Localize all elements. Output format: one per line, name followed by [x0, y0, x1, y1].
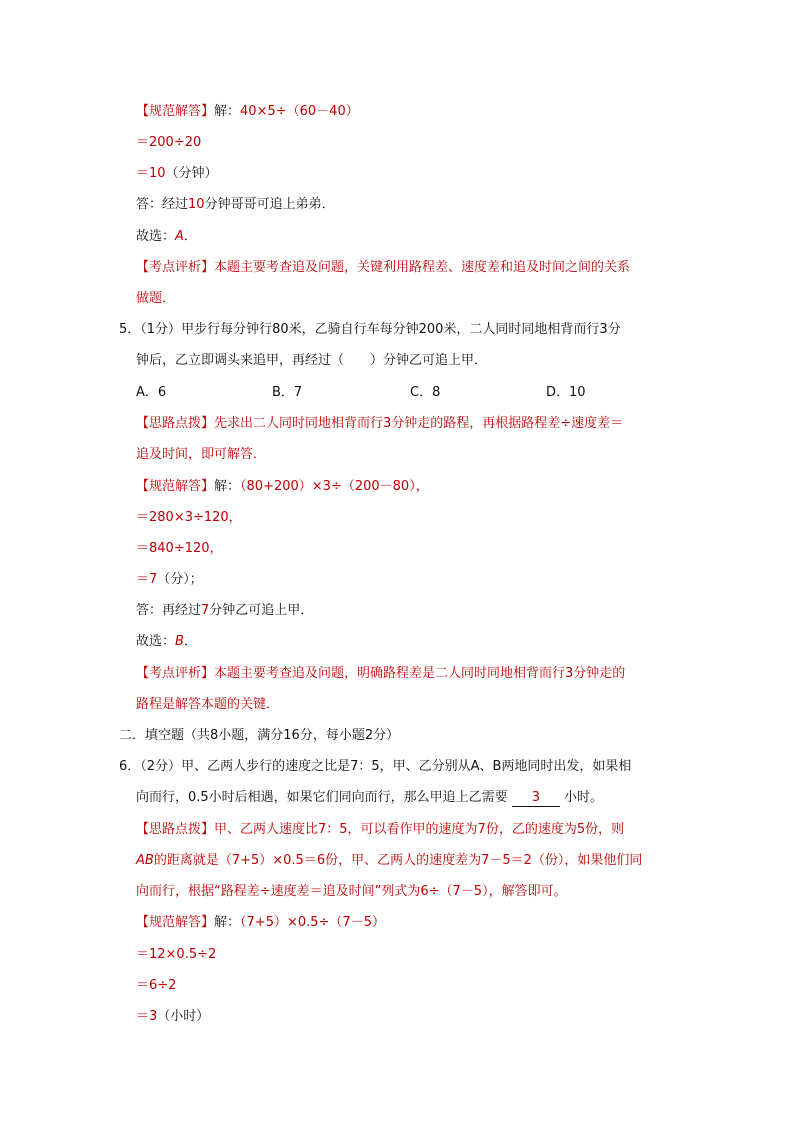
q4-analysis — [136, 259, 630, 277]
solution-step: （7+5）×0.5÷（7－5） — [240, 915, 385, 930]
q5-hint — [136, 415, 623, 433]
analysis-tag: 【考点评析】 — [136, 260, 215, 275]
analysis-text: 本题主要考查追及问题，明确路程差是二人同时同地相背而行3分钟走的 — [214, 666, 626, 681]
question-text-end: 小时。 — [563, 790, 603, 805]
question-text: 向而行，0.5小时后相遇，如果它们同向而行，那么甲追上乙需要 — [136, 790, 508, 805]
segment-label: AB — [136, 853, 154, 868]
choice-lead: 故选： — [136, 229, 176, 244]
q5-options — [0, 384, 794, 402]
answer-number: 10 — [188, 197, 205, 212]
q5-step4 — [136, 571, 203, 589]
answer-blank — [512, 790, 560, 807]
solution-tag: 【规范解答】 — [136, 104, 215, 119]
solution-lead: 解： — [214, 104, 241, 119]
answer-text: 答：经过 — [136, 197, 189, 212]
q6-step4 — [136, 1008, 209, 1026]
question-score: （2分） — [140, 759, 182, 774]
question-score: （1分） — [140, 322, 182, 337]
step-unit: （分钟） — [165, 166, 218, 181]
q4-choice — [136, 228, 197, 246]
q5-stem-cont: 钟后，乙立即调头来追甲，再经过（ ）分钟乙可追上甲． — [136, 353, 488, 368]
q6-stem — [119, 758, 631, 776]
answer-text-end: 分钟哥哥可追上弟弟． — [204, 197, 335, 212]
choice-value: A — [175, 229, 184, 244]
q6-hint — [136, 821, 624, 839]
q5-stem — [119, 321, 621, 339]
q4-answer — [136, 196, 335, 214]
q5-analysis-cont: 路程是解答本题的关键． — [136, 697, 280, 712]
solution-step: （80+200）×3÷（200－80）， — [240, 479, 429, 494]
step-unit: （小时） — [157, 1009, 210, 1024]
q5-step3: ＝840÷120， — [136, 541, 223, 556]
question-number: 6． — [119, 759, 141, 774]
question-text: 甲、乙两人步行的速度之比是7：5，甲、乙分别从A、B两地同时出发，如果相 — [181, 759, 632, 774]
step-value: ＝7 — [136, 572, 158, 587]
q6-step2: ＝12×0.5÷2 — [136, 947, 217, 962]
choice-value: B — [175, 634, 184, 649]
q4-step3 — [136, 165, 218, 183]
analysis-text: 本题主要考查追及问题，关键利用路程差、速度差和追及时间之间的关系 — [214, 260, 631, 275]
answer-text-end: 分钟乙可追上甲． — [209, 603, 314, 618]
q6-stem-cont — [136, 789, 603, 807]
blank-answer: 3 — [531, 790, 540, 805]
q5-analysis — [136, 665, 625, 683]
solution-lead: 解： — [214, 915, 241, 930]
answer-number: 7 — [201, 603, 210, 618]
q5-step2: ＝280×3÷120， — [136, 510, 242, 525]
analysis-tag: 【考点评析】 — [136, 666, 215, 681]
solution-tag: 【规范解答】 — [136, 915, 215, 930]
question-number: 5． — [119, 322, 141, 337]
option-a: A．6 — [136, 385, 167, 400]
solution-tag: 【规范解答】 — [136, 479, 215, 494]
choice-end: ． — [183, 634, 197, 649]
q5-hint-cont: 追及时间，即可解答． — [136, 447, 267, 462]
option-b: B．7 — [272, 385, 303, 400]
q6-solution-line — [136, 914, 385, 932]
hint-text: 的距离就是（7+5）×0.5＝6份，甲、乙两人的速度差为7－5＝2（份），如果他们同 — [153, 853, 643, 868]
option-d: D．10 — [546, 385, 586, 400]
q4-step2: ＝200÷20 — [136, 135, 202, 150]
solution-lead: 解： — [214, 479, 241, 494]
q5-choice — [136, 633, 197, 651]
choice-end: ． — [183, 229, 197, 244]
q4-solution-line — [136, 103, 359, 121]
q5-answer — [136, 602, 313, 620]
hint-text: 先求出二人同时同地相背而行3分钟走的路程，再根据路程差÷速度差＝ — [214, 416, 624, 431]
q5-solution-line — [136, 478, 429, 496]
section-heading: 二．填空题（共8小题，满分16分，每小题2分） — [119, 728, 400, 743]
q6-step3: ＝6÷2 — [136, 978, 177, 993]
hint-text: 甲、乙两人速度比7：5，可以看作甲的速度为7份，乙的速度为5份，则 — [214, 822, 625, 837]
solution-step: 40×5÷（60－40） — [240, 104, 359, 119]
q6-hint-cont — [136, 852, 642, 870]
question-text: 甲步行每分钟行80米，乙骑自行车每分钟200米，二人同时同地相背而行3分 — [181, 322, 621, 337]
step-unit: （分）； — [157, 572, 203, 587]
option-c: C．8 — [410, 385, 441, 400]
q6-hint-cont2: 向而行，根据“路程差÷速度差＝追及时间”列式为6÷（7－5），解答即可。 — [136, 884, 567, 899]
q4-analysis-cont: 做题． — [136, 291, 176, 306]
step-value: ＝10 — [136, 166, 166, 181]
hint-tag: 【思路点拨】 — [136, 822, 215, 837]
step-value: ＝3 — [136, 1009, 158, 1024]
answer-text: 答：再经过 — [136, 603, 202, 618]
choice-lead: 故选： — [136, 634, 176, 649]
hint-tag: 【思路点拨】 — [136, 416, 215, 431]
